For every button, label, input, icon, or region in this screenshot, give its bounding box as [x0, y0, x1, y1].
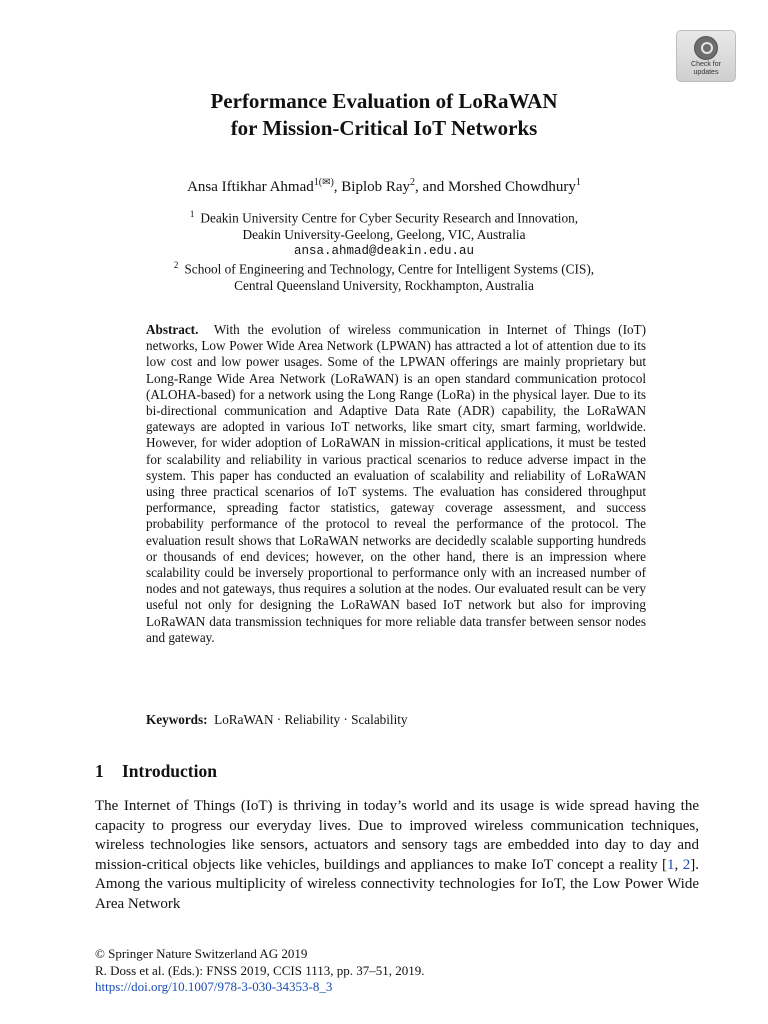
keywords [146, 712, 646, 728]
copyright-line: © Springer Nature Switzerland AG 2019 [95, 946, 308, 961]
paper-title [0, 88, 768, 142]
author-1-sup: 1(✉) [313, 177, 334, 188]
affiliation-1-num: 1 [189, 209, 195, 219]
abstract-text: With the evolution of wireless communication in Internet of Things (IoT) networks, Low Power Wide Area Network (LPWAN) has attracted a lot of attention due to its low cost and low power usages. Some of the LPWAN offerings are mainly proprietary but Long-Range Wide Area Network (LoRaWAN) is an open standard communication protocol (ALOHA-based) for a network using the Long Range (LoRa) in the physical layer. Due to its bi-directional communication and Adaptive Data Rate (ADR) capability, the LoRaWAN gateways are adopted in various IoT networks, like smart city, smart farming, worldwide. However, for wider adoption of LoRaWAN in mission-critical applications, it must be tested for scalability and reliability in various practical scenarios to reduce adverse impact in the system. This paper has conducted an evaluation of scalability and reliability of LoRaWAN using three practical scenarios of IoT systems. The evaluation has considered throughput performance, spreading factor statistics, gateway coverage assessment, and success probability performance of the protocol to reveal the performance of the protocol. The evaluation result shows that LoRaWAN networks are decidedly scalable supporting hundreds or thousands of end devices; however, on the other hand, there is an impression where scalability could be inversely proportional to performance only with an increased number of nodes and not gateways, thus requires a solution at the nodes. Our evaluated result can be very useful not only for designing the LoRaWAN based IoT network but also for improving LoRaWAN data transmission techniques for more reliable data transfer between sensor nodes and gateway. [146, 322, 647, 645]
check-updates-icon [694, 36, 718, 60]
intro-paragraph [95, 797, 699, 915]
author-2: Biplob Ray [341, 179, 411, 195]
intro-text-2: ]. Among the various multiplicity of wireless connectivity technologies for IoT, the Low Power Wide Area Network [95, 856, 700, 912]
page-footer [95, 946, 424, 996]
affiliation-2 [0, 257, 768, 294]
affiliation-2-line2: Central Queensland University, Rockhampton, Australia [234, 278, 534, 294]
author-list [0, 173, 768, 197]
author-2-sup: 2 [410, 177, 416, 188]
badge-line2: updates [693, 69, 719, 76]
citation-line: R. Doss et al. (Eds.): FNSS 2019, CCIS 1113, pp. 37–51, 2019. [95, 962, 425, 978]
affiliation-2-num: 2 [173, 260, 179, 270]
keywords-text: LoRaWAN · Reliability · Scalability [214, 712, 408, 727]
author-3: Morshed Chowdhury [447, 179, 576, 195]
affiliation-2-line1: School of Engineering and Technology, Centre for Intelligent Systems (CIS), [184, 261, 595, 277]
section-number: 1 [95, 761, 104, 781]
affiliation-1 [0, 206, 768, 260]
title-line2: for Mission-Critical IoT Networks [230, 116, 538, 140]
section-heading [95, 760, 217, 782]
author-sep-2: , and [415, 179, 448, 195]
section-title: Introduction [122, 761, 217, 781]
doi-link[interactable]: https://doi.org/10.1007/978-3-030-34353-8_3 [95, 979, 333, 994]
affiliation-1-line2: Deakin University-Geelong, Geelong, VIC, Australia [242, 227, 526, 243]
citation-ref-2[interactable]: 2 [682, 856, 691, 873]
citation-sep: , [674, 856, 683, 873]
check-updates-label [677, 61, 735, 77]
keywords-label: Keywords: [146, 712, 208, 727]
title-line1: Performance Evaluation of LoRaWAN [210, 89, 558, 113]
abstract-label: Abstract. [146, 322, 199, 337]
author-3-sup: 1 [575, 177, 581, 188]
abstract [146, 322, 646, 646]
author-1: Ansa Iftikhar Ahmad [187, 179, 314, 195]
intro-text-1: The Internet of Things (IoT) is thriving in today’s world and its usage is wide spread having the capacity to progress our everyday lives. Due to improved wireless communication techniques, wireless technologies like sensors, actuators and sensory tags are embedded into day to day and mission-critical objects like vehicles, buildings and appliances to make IoT concept a reality [ [95, 798, 699, 873]
author-sep-1: , [333, 179, 342, 195]
badge-line1: Check for [691, 61, 721, 68]
affiliation-1-line1: Deakin University Centre for Cyber Security Research and Innovation, [200, 210, 579, 226]
author-email[interactable]: ansa.ahmad@deakin.edu.au [293, 244, 475, 259]
citation-ref-1[interactable]: 1 [667, 856, 675, 873]
check-for-updates-badge[interactable] [676, 30, 736, 82]
